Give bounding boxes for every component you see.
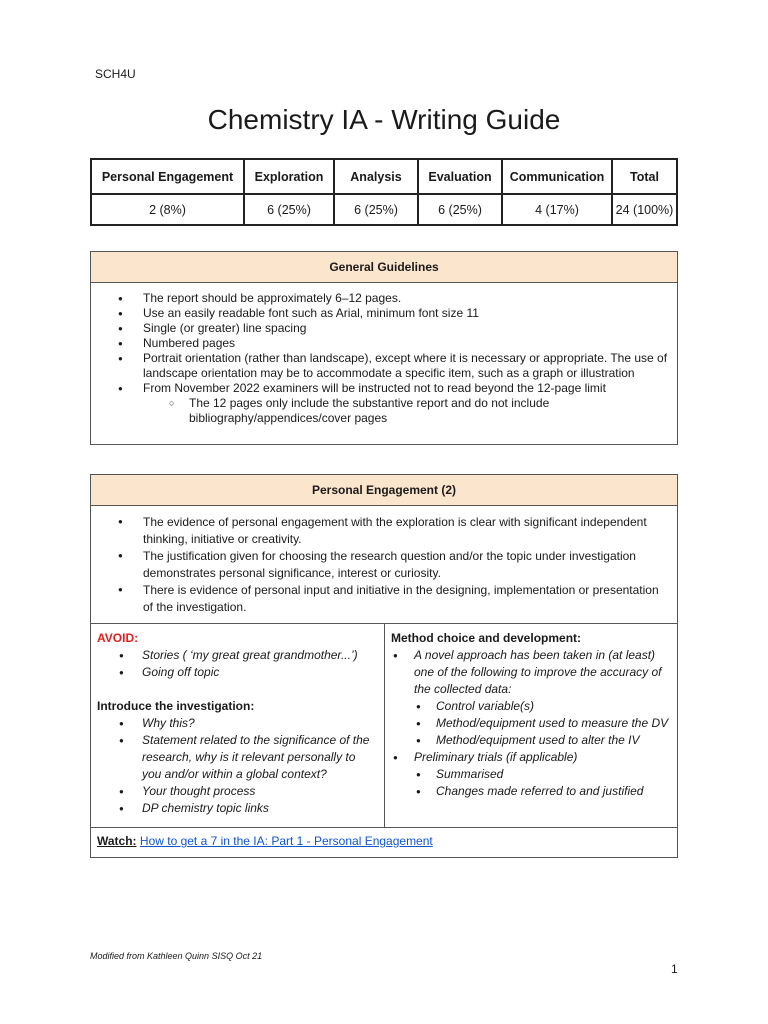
list-item: ● Single (or greater) line spacing [91,321,671,336]
course-code: SCH4U [95,67,136,81]
header-analysis: Analysis [334,159,418,194]
general-guidelines-list [91,291,671,426]
footer-note: Modified from Kathleen Quinn SISQ Oct 21 [90,951,263,961]
value-personal-engagement: 2 (8%) [91,194,244,225]
list-item: ● There is evidence of personal input and initiative in the designing, implementation or presentation of the investigation. [91,582,669,616]
sub-list-item: ● Summarised [414,766,673,783]
sub-list-item: ● Control variable(s) [414,698,673,715]
value-communication: 4 (17%) [502,194,612,225]
list-item: ● Going off topic [97,664,378,681]
page-number: 1 [671,962,678,976]
list-item: ● Portrait orientation (rather than landscape), except where it is necessary or appropriate. The use of landscape orientation may be to accommodate a specific item, such as a graph or illustration [91,351,671,381]
personal-engagement-heading: Personal Engagement (2) [91,475,677,506]
score-values-row [91,194,677,225]
header-personal-engagement: Personal Engagement [91,159,244,194]
personal-engagement-box [90,474,678,858]
method-column [385,624,677,827]
score-table [90,158,678,226]
list-item: ● DP chemistry topic links [97,800,378,817]
list-item: ● Numbered pages [91,336,671,351]
value-evaluation: 6 (25%) [418,194,502,225]
list-item: ● The evidence of personal engagement with the exploration is clear with significant independent thinking, initiative or creativity. [91,514,669,548]
value-exploration: 6 (25%) [244,194,334,225]
value-total: 24 (100%) [612,194,677,225]
sub-list-item: ● Changes made referred to and justified [414,783,673,800]
list-item: ● The justification given for choosing the research question and/or the topic under investigation demonstrates personal significance, interest or curiosity. [91,548,669,582]
intro-list [97,715,378,817]
value-analysis: 6 (25%) [334,194,418,225]
sub-list-item: ● Method/equipment used to measure the DV [414,715,673,732]
intro-label: Introduce the investigation: [97,699,255,713]
watch-label: Watch: [97,834,137,848]
header-evaluation: Evaluation [418,159,502,194]
list-item: ● Statement related to the significance of the research, why is it relevant personally to you and/or within a global context? [97,732,378,783]
avoid-list [97,647,378,681]
general-guidelines-box [90,251,678,445]
list-item: ● Preliminary trials (if applicable) ● Summarised ● Changes made referred to and justified [391,749,673,800]
page-title: Chemistry IA - Writing Guide [207,104,561,135]
list-item: ● Why this? [97,715,378,732]
header-communication: Communication [502,159,612,194]
watch-row [91,828,677,855]
score-header-row [91,159,677,194]
avoid-intro-column [91,624,385,827]
list-item: ● The report should be approximately 6–12 pages. [91,291,671,306]
sub-list-item: ● Method/equipment used to alter the IV [414,732,673,749]
list-item: ● Stories ( ‘my great great grandmother...’) [97,647,378,664]
list-item: ● Your thought process [97,783,378,800]
sub-list-item: ○ The 12 pages only include the substantive report and do not include bibliography/appendices/cover pages [143,396,671,426]
method-list [391,647,673,800]
list-item: ● From November 2022 examiners will be instructed not to read beyond the 12-page limit ○ The 12 pages only include the substantive report and do not include bibliography/appendices/cover pages [91,381,671,426]
header-total: Total [612,159,677,194]
list-item: ● A novel approach has been taken in (at least) one of the following to improve the accuracy of the collected data: ● Control variable(s) ● Method/equipment used to measure the DV ● Method/equipment used to alter the IV [391,647,673,749]
criteria-list [91,514,669,616]
watch-video-link[interactable]: How to get a 7 in the IA: Part 1 - Personal Engagement [139,834,433,848]
list-item: ● Use an easily readable font such as Arial, minimum font size 11 [91,306,671,321]
avoid-label: AVOID: [97,631,139,645]
general-guidelines-heading: General Guidelines [91,252,677,283]
header-exploration: Exploration [244,159,334,194]
method-label: Method choice and development: [391,631,582,645]
